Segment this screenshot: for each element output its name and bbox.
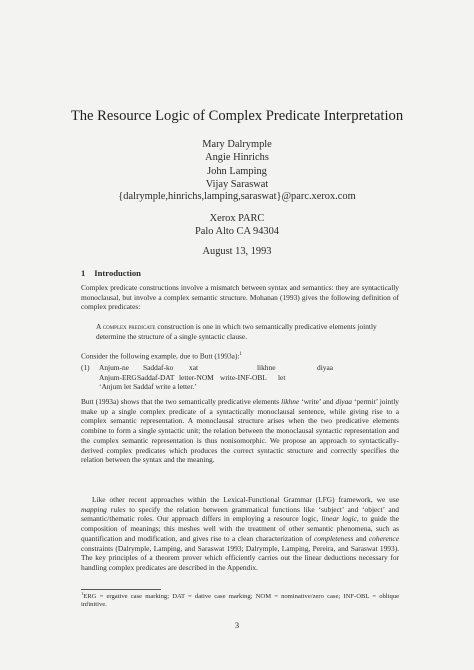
footnote: [81, 590, 399, 610]
text-run: Like other recent approaches within the Lexical-Functional Grammar (LFG) framework, we use: [92, 495, 399, 504]
text-run: Butt (1993a) shows that the two semantically predicative elements: [81, 397, 282, 406]
text-run: ‘write’ and: [299, 397, 336, 406]
paragraph-approach: [81, 495, 399, 573]
italic-term: linear logic: [321, 514, 357, 524]
text-run: ‘permit’ jointly make up a single complex predicate of a syntactically monoclausal sentence, while giving rise to a complex semantic representation. A monoclausal structure arises when the two predicative elements combine to form a single syntactic unit; the relation between the monoclausal syntactic representation and the complex semantic representation is thus nonisomorphic. We propose an approach to syntactically-derived complex predicates which produces the correct syntactic structure and correctly specifies the relation between the syntax and the meaning.: [81, 397, 399, 465]
example-word: Anjum-ne: [99, 363, 129, 372]
italic-term: mapping rules: [81, 504, 126, 514]
author-name: John Lamping: [207, 165, 267, 177]
example-gloss: let: [278, 372, 286, 382]
author-list: [0, 138, 474, 191]
section-title: Introduction: [94, 268, 141, 278]
example-intro: [81, 350, 242, 361]
example-word: Saddaf-ko: [143, 363, 174, 372]
affiliation: [0, 212, 474, 238]
author-name: Mary Dalrymple: [202, 139, 272, 150]
paper-date: August 13, 1993: [202, 246, 272, 257]
example-word: xat: [189, 363, 199, 372]
example-gloss: write-INF-OBL: [220, 372, 267, 382]
definition-quote: [96, 322, 388, 341]
section-heading: [81, 268, 141, 279]
intro-paragraph: Complex predicate constructions involve a mismatch between syntax and semantics: they are syntactically monoclausal, but involve a complex semantic structure. Mohanan (1993) gives the following definition of complex predicates:: [81, 283, 399, 312]
italic-term: coherence: [368, 533, 399, 543]
paper-title: The Resource Logic of Complex Predicate Interpretation: [70, 108, 404, 124]
footnote-text: ERG = ergative case marking; DAT = dative case marking; NOM = nominative/zero case; INF-OBL = oblique infinitive.: [81, 593, 399, 609]
affiliation-line: Palo Alto CA 94304: [194, 226, 279, 237]
paragraph-butt: [81, 397, 399, 465]
example-gloss: Anjum-ERG: [99, 372, 137, 382]
example-word: diyaa: [317, 363, 334, 372]
quote-prefix: A: [96, 322, 103, 331]
affiliation-line: Xerox PARC: [209, 213, 265, 224]
italic-term: likhne: [281, 397, 300, 406]
author-name: Vijay Saraswat: [205, 178, 269, 190]
example-intro-text: Consider the following example, due to Butt (1993a):: [81, 351, 240, 361]
author-email: {dalrymple,hinrichs,lamping,saraswat}@parc.xerox.com: [118, 191, 356, 202]
page-number: 3: [234, 620, 240, 630]
text-run: to specify the relation between grammatical functions like ‘subject’ and ‘object’ and semantic/thematic roles. Our approach differs in employing a resource logic,: [81, 504, 399, 524]
author-name: Angie Hinrichs: [205, 152, 269, 164]
text-run: , to guide the composition of meanings; this meshes well with the treatment of other semantic phenomena, such as quantification and modification, and gives rise to a clean characterization of: [81, 514, 399, 543]
example-gloss: Saddaf-DAT: [137, 372, 175, 382]
example-word: likhne: [257, 363, 276, 372]
example-translation: ‘Anjum let Saddaf write a letter.’: [99, 382, 197, 392]
italic-term: completeness: [313, 533, 354, 543]
footnote-mark: 1: [81, 591, 84, 596]
footnote-marker: 1: [239, 352, 242, 357]
text-run: constraints (Dalrymple, Lamping, and Saraswat 1993; Dalrymple, Lamping, Pereira, and Saraswat 1993). The key principles of a theorem prover which efficiently carries out the linear deductions necessary for handling complex predicates are described in the Appendix.: [81, 543, 399, 572]
quote-term: complex predicate: [102, 322, 156, 331]
section-number: 1: [81, 268, 86, 278]
quote-rest: construction is one in which two semantically predicative elements jointly determine the structure of a single syntactic clause.: [96, 322, 377, 341]
text-run: and: [353, 533, 369, 543]
italic-term: diyaa: [335, 397, 352, 406]
example-number: (1): [81, 363, 90, 372]
example-gloss: letter-NOM: [179, 372, 214, 382]
